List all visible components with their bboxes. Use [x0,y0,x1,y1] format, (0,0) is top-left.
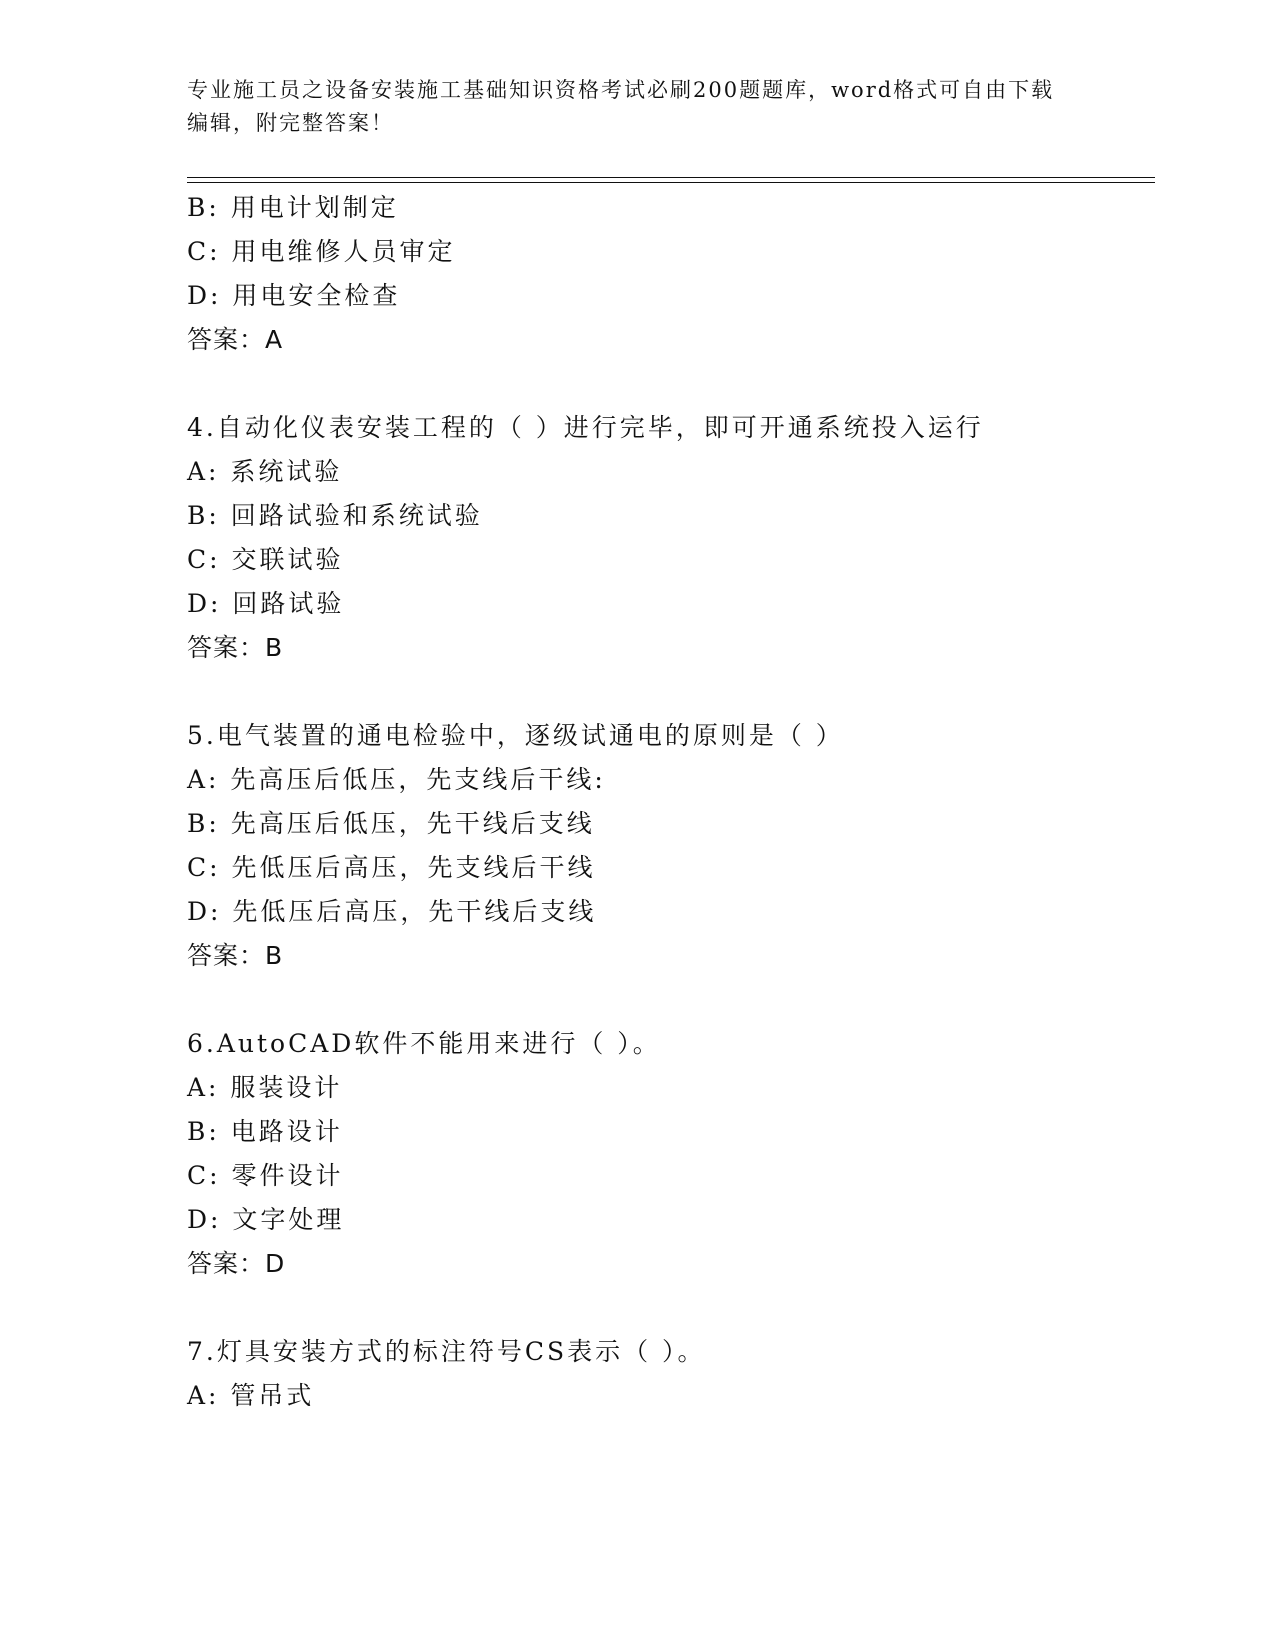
header-rule-bottom [187,182,1155,183]
q7-option-a: A: 管吊式 [187,1381,315,1410]
q6-option-c: C: 零件设计 [187,1161,344,1190]
q5-option-b: B: 先高压后低压，先干线后支线 [187,809,595,838]
q3-option-c: C: 用电维修人员审定 [187,237,456,266]
q5-option-c: C: 先低压后高压，先支线后干线 [187,853,596,882]
q6-answer: 答案：D [187,1249,286,1278]
q3-option-d: D: 用电安全检查 [187,281,401,310]
q5-option-d: D: 先低压后高压，先干线后支线 [187,897,597,926]
q4-answer: 答案：B [187,633,284,662]
q6-option-a: A: 服装设计 [187,1073,343,1102]
q6-question: 6.AutoCAD软件不能用来进行（ ）。 [187,1029,661,1058]
q6-option-d: D: 文字处理 [187,1205,345,1234]
q5-question: 5.电气装置的通电检验中，逐级试通电的原则是（ ） [187,721,844,750]
q5-answer: 答案：B [187,941,284,970]
q7-question: 7.灯具安装方式的标注符号CS表示（ ）。 [187,1337,706,1366]
q4-option-b: B: 回路试验和系统试验 [187,501,483,530]
q4-option-a: A: 系统试验 [187,457,343,486]
q4-question: 4.自动化仪表安装工程的（ ）进行完毕，即可开通系统投入运行 [187,413,984,442]
q6-option-b: B: 电路设计 [187,1117,343,1146]
q5-option-a: A: 先高压后低压，先支线后干线: [187,765,606,794]
document-header: 专业施工员之设备安装施工基础知识资格考试必刷200题题库，word格式可自由下载编辑，附完整答案！ [187,78,1055,135]
q4-option-d: D: 回路试验 [187,589,345,618]
q3-answer: 答案：A [187,325,284,354]
header-rule-top [187,177,1155,178]
q3-option-b: B: 用电计划制定 [187,193,399,222]
q4-option-c: C: 交联试验 [187,545,344,574]
